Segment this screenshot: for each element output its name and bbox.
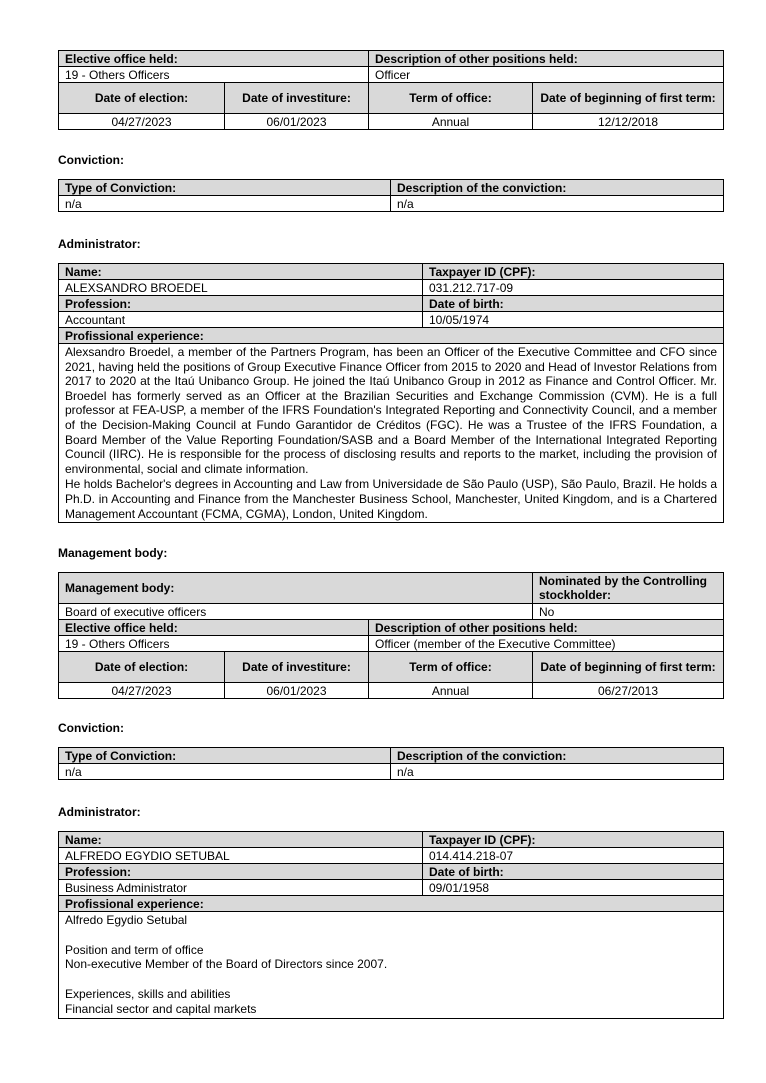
nominated-label: Nominated by the Controlling stockholder: [533,573,724,604]
management-body-value: Board of executive officers [59,604,533,620]
term-of-office-header: Term of office: [369,83,533,114]
conviction-desc-value: n/a [391,764,724,780]
date-of-election-value: 04/27/2023 [59,114,225,130]
conviction-desc-label: Description of the conviction: [391,748,724,764]
date-of-investiture-header: Date of investiture: [225,652,369,683]
name-value: ALFREDO EGYDIO SETUBAL [59,848,423,864]
administrator-heading: Administrator: [58,237,141,251]
blank-line [65,928,717,943]
first-term-header: Date of beginning of first term: [533,83,724,114]
experience-cell [59,344,724,523]
first-term-value: 06/27/2013 [533,683,724,699]
conviction-type-label: Type of Conviction: [59,180,391,196]
name-label: Name: [59,264,423,280]
conviction-desc-value: n/a [391,196,724,212]
other-positions-label: Description of other positions held: [369,51,724,67]
elective-office-table-1 [58,50,724,130]
experience-paragraph-1: Alexsandro Broedel, a member of the Partners Program, has been an Officer of the Executive Committee and CFO since 2021, having held the positions of Group Executive Finance Officer from 2015 to 2020 and Head of Investor Relations from 2017 to 2020 at the Itaú Unibanco Group. He joined the Itaú Unibanco Group in 2012 as Finance and Control Officer. Mr. Broedel has formerly served as an Officer at the Brazilian Securities and Exchange Commission (CVM). He is a full professor at FEA-USP, a member of the IFRS Foundation's Integrated Reporting and Connectivity Council, and a member of the Decision-Making Council at Fundo Garantidor de Créditos (FGC). He was a Trustee of the IFRS Foundation, a Board Member of the Value Reporting Foundation/SASB and a Board Member of the International Integrated Reporting Council (IIRC). He is responsible for the process of disclosing results and reports to the market, including the provision of environmental, social and climate information. [65,345,717,476]
date-of-investiture-value: 06/01/2023 [225,683,369,699]
experience-line: Alfredo Egydio Setubal [65,913,188,927]
experience-line: Financial sector and capital markets [65,1001,257,1016]
conviction-desc-label: Description of the conviction: [391,180,724,196]
first-term-value: 12/12/2018 [533,114,724,130]
elective-office-value: 19 - Others Officers [59,636,369,652]
elective-office-value: 19 - Others Officers [59,67,369,83]
management-body-heading: Management body: [58,546,168,560]
other-positions-value: Officer [369,67,724,83]
date-of-election-header: Date of election: [59,83,225,114]
nominated-value: No [533,604,724,620]
conviction-table-2 [58,747,724,780]
administrator-heading: Administrator: [58,805,141,819]
conviction-heading: Conviction: [58,153,124,167]
conviction-table-1 [58,179,724,212]
term-of-office-value: Annual [369,683,533,699]
administrator-table-2 [58,831,724,1019]
experience-line: Position and term of office [65,942,204,957]
profession-label: Profession: [59,864,423,880]
date-of-investiture-header: Date of investiture: [225,83,369,114]
conviction-type-label: Type of Conviction: [59,748,391,764]
experience-label: Profissional experience: [59,328,724,344]
management-body-table [58,572,724,699]
cpf-value: 014.414.218-07 [423,848,724,864]
profession-value: Accountant [59,312,423,328]
date-of-election-value: 04/27/2023 [59,683,225,699]
conviction-heading: Conviction: [58,721,124,735]
experience-label: Profissional experience: [59,896,724,912]
date-of-investiture-value: 06/01/2023 [225,114,369,130]
dob-value: 09/01/1958 [423,880,724,896]
management-body-label: Management body: [59,573,533,604]
profession-value: Business Administrator [59,880,423,896]
cpf-label: Taxpayer ID (CPF): [423,264,724,280]
date-of-election-header: Date of election: [59,652,225,683]
term-of-office-value: Annual [369,114,533,130]
dob-label: Date of birth: [423,296,724,312]
name-label: Name: [59,832,423,848]
conviction-type-value: n/a [59,196,391,212]
cpf-label: Taxpayer ID (CPF): [423,832,724,848]
term-of-office-header: Term of office: [369,652,533,683]
experience-cell [59,912,724,1019]
experience-line: Non-executive Member of the Board of Directors since 2007. [65,957,388,972]
experience-paragraph-2: He holds Bachelor's degrees in Accounting and Law from Universidade de São Paulo (USP), São Paulo, Brazil. He holds a Ph.D. in Accounting and Finance from the Manchester Business School, Manchester, United Kingdom, and is a Chartered Management Accountant (FCMA, CGMA), London, United Kingdom. [65,477,717,521]
elective-office-label: Elective office held: [59,620,369,636]
conviction-type-value: n/a [59,764,391,780]
blank-line [65,972,717,987]
dob-label: Date of birth: [423,864,724,880]
profession-label: Profession: [59,296,423,312]
administrator-table-1 [58,263,724,523]
cpf-value: 031.212.717-09 [423,280,724,296]
dob-value: 10/05/1974 [423,312,724,328]
experience-line: Experiences, skills and abilities [65,986,231,1001]
other-positions-value: Officer (member of the Executive Committee) [369,636,724,652]
name-value: ALEXSANDRO BROEDEL [59,280,423,296]
first-term-header: Date of beginning of first term: [533,652,724,683]
other-positions-label: Description of other positions held: [369,620,724,636]
elective-office-label: Elective office held: [59,51,369,67]
